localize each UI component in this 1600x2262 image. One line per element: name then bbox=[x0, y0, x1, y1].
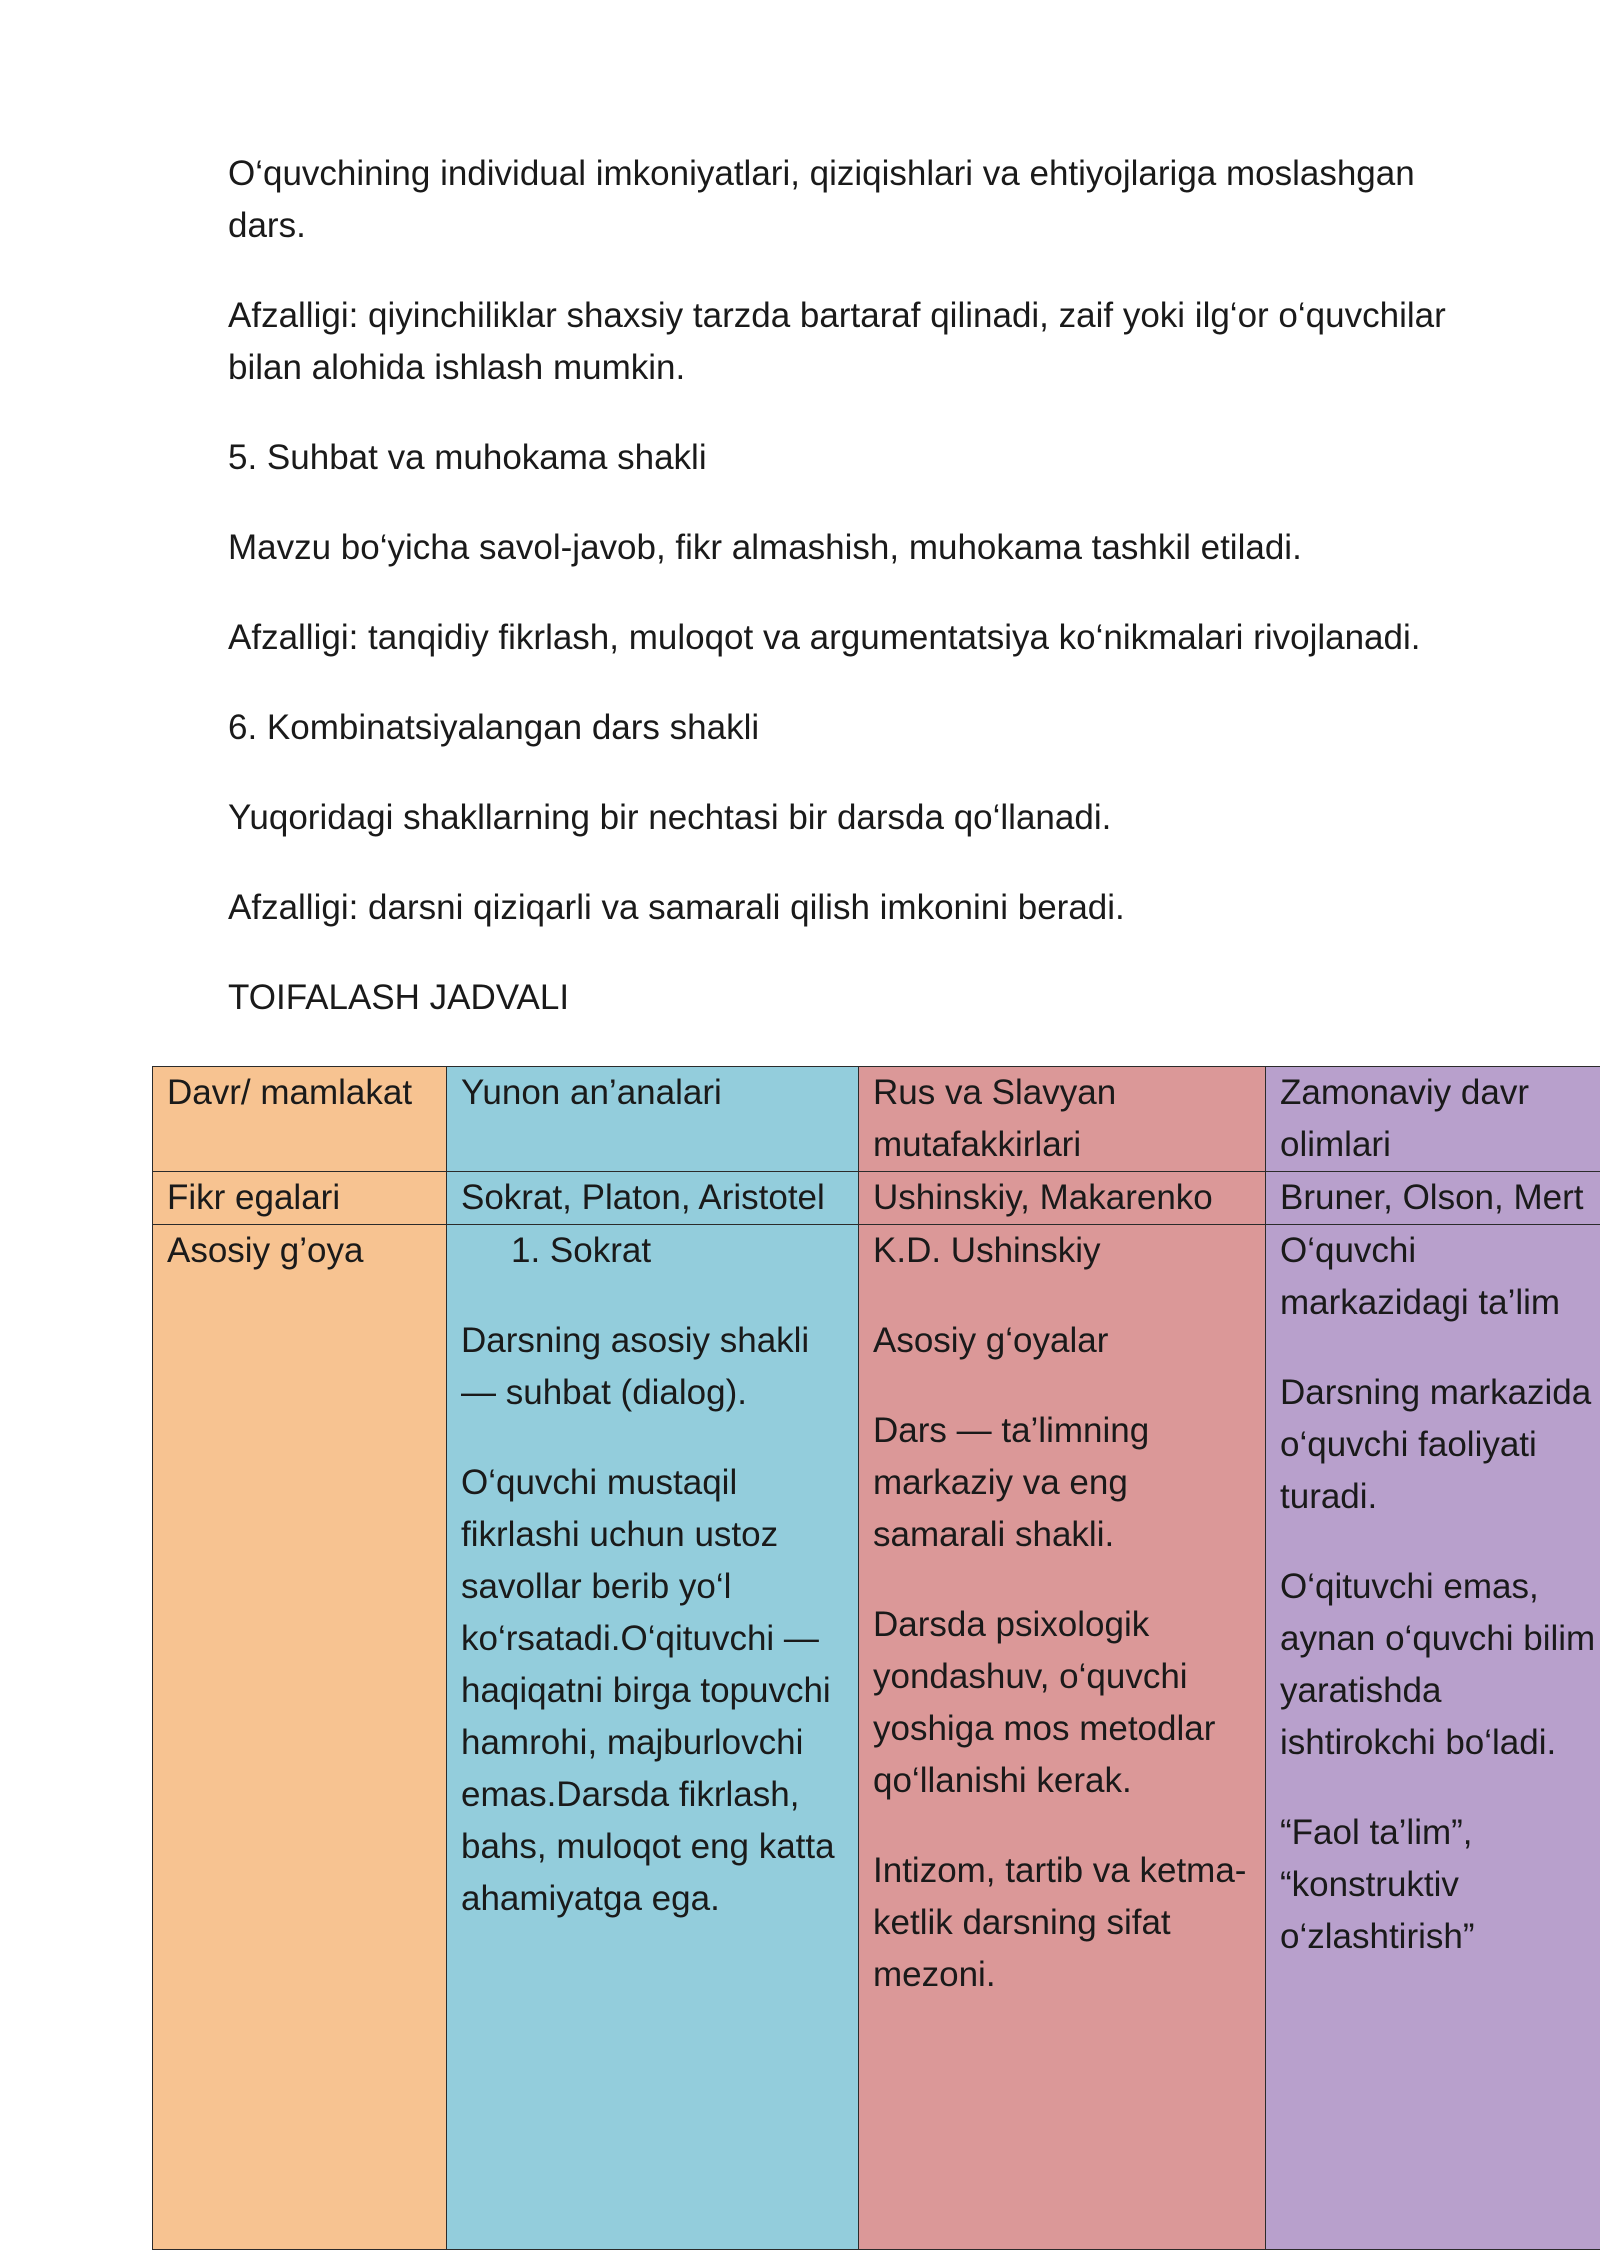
cell-greek-main-idea bbox=[447, 1225, 859, 2250]
row-label-main-idea: Asosiy g’oya bbox=[153, 1225, 447, 2250]
header-cell-greek: Yunon an’analari bbox=[447, 1067, 859, 1172]
paragraph-advantage-individual: Afzalligi: qiyinchiliklar shaxsiy tarzda bartaraf qilinadi, zaif yoki ilg‘or o‘quvchilar bilan alohida ishlash mumkin. bbox=[228, 296, 1446, 387]
cell-paragraph: O‘quvchi markazidagi ta’lim bbox=[1280, 1231, 1561, 1322]
cell-paragraph: O‘qituvchi emas, aynan o‘quvchi bilim yaratishda ishtirokchi bo‘ladi. bbox=[1280, 1567, 1596, 1762]
list-item-socrates: 1. Sokrat bbox=[511, 1231, 652, 1270]
cell-paragraph: O‘quvchi mustaqil fikrlashi uchun ustoz savollar berib yo‘l ko‘rsatadi.O‘qituvchi — haqiqatni birga topuvchi hamrohi, majburlovchi emas.Darsda fikrlash, bahs, muloqot eng katta ahamiyatga ega. bbox=[461, 1463, 835, 1918]
cell-paragraph: K.D. Ushinskiy bbox=[873, 1231, 1101, 1270]
heading-discussion-form: 5. Suhbat va muhokama shakli bbox=[228, 438, 707, 477]
cell-russian-main-idea bbox=[859, 1225, 1266, 2250]
cell-greek-thinkers: Sokrat, Platon, Aristotel bbox=[447, 1172, 859, 1225]
cell-paragraph: Darsda psixologik yondashuv, o‘quvchi yoshiga mos metodlar qo‘llanishi kerak. bbox=[873, 1605, 1216, 1800]
paragraph-individual-lesson: O‘quvchining individual imkoniyatlari, qiziqishlari va ehtiyojlariga moslashgan dars. bbox=[228, 154, 1415, 245]
paragraph-advantage-combined: Afzalligi: darsni qiziqarli va samarali qilish imkonini beradi. bbox=[228, 888, 1125, 927]
heading-combined-form: 6. Kombinatsiyalangan dars shakli bbox=[228, 708, 760, 747]
paragraph-advantage-discussion: Afzalligi: tanqidiy fikrlash, muloqot va argumentatsiya ko‘nikmalari rivojlanadi. bbox=[228, 618, 1421, 657]
cell-paragraph: Darsning markazida o‘quvchi faoliyati turadi. bbox=[1280, 1373, 1592, 1516]
header-cell-modern: Zamonaviy davr olimlari bbox=[1266, 1067, 1600, 1172]
cell-paragraph: Asosiy g‘oyalar bbox=[873, 1321, 1109, 1360]
table-row-main-idea bbox=[153, 1225, 1600, 2250]
table-row-thinkers bbox=[153, 1172, 1600, 1225]
cell-paragraph: Dars — ta’limning markaziy va eng samarali shakli. bbox=[873, 1411, 1150, 1554]
cell-russian-thinkers: Ushinskiy, Makarenko bbox=[859, 1172, 1266, 1225]
body-text bbox=[228, 148, 1458, 1062]
cell-paragraph: Darsning asosiy shakli — suhbat (dialog). bbox=[461, 1321, 810, 1412]
classification-table bbox=[152, 1066, 1600, 2250]
cell-paragraph: Intizom, tartib va ketma-ketlik darsning sifat mezoni. bbox=[873, 1851, 1247, 1994]
table-title: TOIFALASH JADVALI bbox=[228, 978, 570, 1017]
cell-modern-main-idea bbox=[1266, 1225, 1600, 2250]
cell-modern-thinkers: Bruner, Olson, Mert bbox=[1266, 1172, 1600, 1225]
cell-paragraph: “Faol ta’lim”, “konstruktiv o‘zlashtirish” bbox=[1280, 1813, 1475, 1956]
row-label-thinkers: Fikr egalari bbox=[153, 1172, 447, 1225]
table-header-row bbox=[153, 1067, 1600, 1172]
header-cell-russian: Rus va Slavyan mutafakkirlari bbox=[859, 1067, 1266, 1172]
paragraph-discussion: Mavzu bo‘yicha savol-javob, fikr almashish, muhokama tashkil etiladi. bbox=[228, 528, 1302, 567]
paragraph-combined: Yuqoridagi shakllarning bir nechtasi bir darsda qo‘llanadi. bbox=[228, 798, 1112, 837]
header-cell-period: Davr/ mamlakat bbox=[153, 1067, 447, 1172]
